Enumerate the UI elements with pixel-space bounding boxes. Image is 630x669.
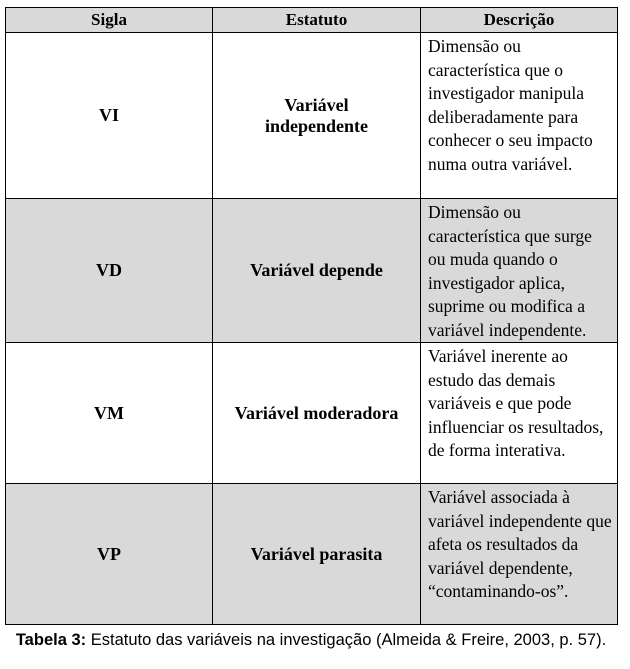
table-header-row <box>6 8 618 33</box>
cell-sigla: VP <box>6 484 213 625</box>
cell-descricao: Variável associada à variável independente que afeta os resultados da variável dependente, “contaminando-os”. <box>421 484 618 625</box>
table-caption <box>5 629 617 651</box>
cell-sigla: VI <box>6 33 213 199</box>
table-row <box>6 33 618 199</box>
cell-estatuto: Variável moderadora <box>213 343 421 484</box>
document-page <box>5 7 617 651</box>
table-row <box>6 484 618 625</box>
cell-estatuto <box>213 33 421 199</box>
cell-descricao: Dimensão ou característica que surge ou muda quando o investigador aplica, suprime ou modifica a variável independente. <box>421 199 618 343</box>
caption-text: Estatuto das variáveis na investigação (Almeida & Freire, 2003, p. 57). <box>86 631 607 649</box>
cell-descricao: Variável inerente ao estudo das demais variáveis e que pode influenciar os resultados, de forma interativa. <box>421 343 618 484</box>
cell-estatuto: Variável parasita <box>213 484 421 625</box>
cell-estatuto-text: Variável independente <box>264 94 369 136</box>
cell-descricao: Dimensão ou característica que o investigador manipula deliberadamente para conhecer o seu impacto numa outra variável. <box>421 33 618 199</box>
cell-estatuto: Variável depende <box>213 199 421 343</box>
table-row <box>6 343 618 484</box>
cell-sigla: VD <box>6 199 213 343</box>
caption-label: Tabela 3: <box>15 631 87 649</box>
column-header-sigla: Sigla <box>6 8 213 33</box>
cell-sigla: VM <box>6 343 213 484</box>
column-header-descricao: Descrição <box>421 8 618 33</box>
table-row <box>6 199 618 343</box>
variables-table <box>5 7 618 625</box>
column-header-estatuto: Estatuto <box>213 8 421 33</box>
